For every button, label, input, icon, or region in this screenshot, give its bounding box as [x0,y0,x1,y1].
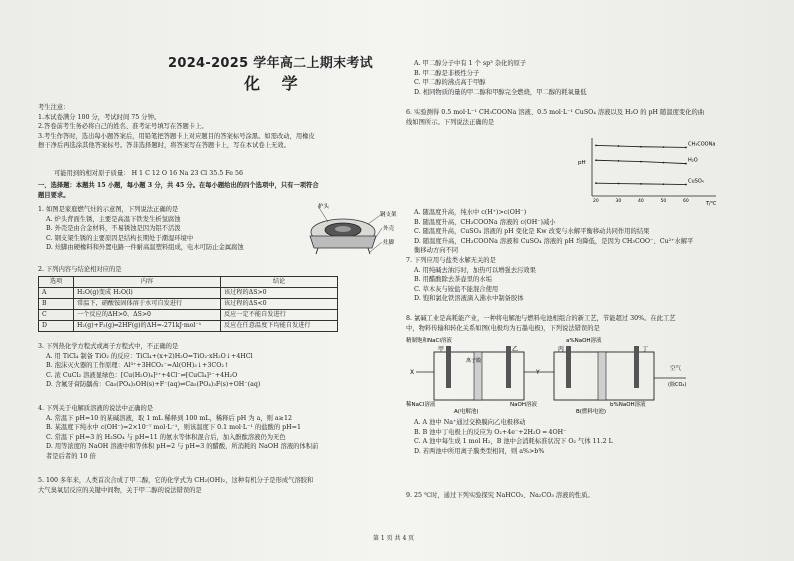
option-d: D. 若两池中所用离子膜类型相同，则 a%>b% [414,447,545,455]
table-header: 选项 [39,277,74,288]
question-stem: 1. 如图是家庭燃气灶的示意图，下列说法正确的是 [38,206,179,213]
x-axis-label: T/℃ [706,201,717,207]
x-tick-label: 50 [660,199,667,204]
label-saturated-nacl: 精制饱和NaCl溶液 [406,338,452,344]
series-point [618,183,620,185]
series-label: CH₃COONa [688,141,716,148]
label-burner: 炉头 [318,204,330,210]
label-membrane: 离子膜 [466,358,482,364]
note-item: 1.本试卷满分 100 分，考试时间 75 分钟。 [38,113,161,121]
label-cell-b: B(燃料电池) [576,409,607,414]
table-cell: 一个反应的ΔH>0、ΔS>0 [74,310,221,321]
question-stem: 3. 下列热化学方程式或离子方程式中，不正确的是 [38,343,179,350]
question-stem-cont: 线如图所示。下列说法正确的是 [406,118,495,126]
table-row [39,288,338,299]
series-point [595,182,597,184]
option-a: A. 甲二醇分子中有 1 个 sp³ 杂化的原子 [414,60,527,67]
electrode-yi [506,346,511,388]
option-d-cont: 者是后者的 10 倍 [46,452,96,460]
table-row [39,310,338,321]
label-foot: 灶脚 [383,240,395,246]
label-air: 空气 [670,366,682,372]
table-cell: 该过程的ΔS>0 [221,288,338,299]
label-shell: 外壳 [383,226,395,232]
table-cell: H₂(g)+F₂(g)═2HF(g)的ΔH=-271kJ·mol⁻¹ [74,321,221,332]
table-cell: D [39,321,74,332]
question-4 [38,404,318,462]
y-axis-label: pH [578,160,586,166]
table-header-row [39,277,338,288]
question-7 [406,256,536,304]
option-b: B. 甲二醇是非极性分子 [414,69,480,77]
label-naoh: NaOH溶液 [510,402,537,408]
table-header: 结论 [221,277,338,288]
series-label: H₂O [688,157,698,164]
option-d: D. 饱和氯化铁溶液滴入沸水中制备胶体 [414,295,524,303]
note-item: 擦干净后再选涂其他答案标号。答非选择题时，将答案写在答题卡上，写在本试卷上无效。 [38,142,290,150]
q6-options [406,208,693,256]
section-heading [38,181,319,200]
electrode-jia [446,346,451,388]
table-cell: B [39,299,74,310]
table-row [39,321,338,332]
question-stem: 6. 实验测得 0.5 mol·L⁻¹ CH₃COONa 溶液、0.5 mol·L⁻¹ CuSO₄ 溶液以及 H₂O 的 pH 随温度变化的曲 [406,109,705,116]
label-a-naoh: a%NaOH溶液 [566,338,602,344]
label-b-naoh: b%NaOH溶液 [610,402,646,408]
option-b: B. 随温度升高，CH₃COONa 溶液的 c(OH⁻)减小 [414,218,556,226]
option-c: C. 常温下 pH=3 的 H₂SO₄ 与 pH=11 的氨水等体积混合后，加入酚酞溶液仍为无色 [46,433,286,441]
option-b: B. 用醋酸除去茶壶里的水垢 [414,276,492,284]
x-tick-label: 30 [615,199,622,204]
question-8 [406,314,676,333]
x-tick-label: 40 [638,199,644,204]
series-point [595,145,597,147]
label-jia: 甲 [438,346,445,353]
ph-temperature-chart [576,134,726,208]
question-stem: 4. 下列关于电解质溶液的说法中正确的是 [38,405,154,412]
section-line: 一、选择题：本题共 15 小题，每小题 3 分，共 45 分。在每小题给出的四个选项中，只有一项符合 [38,182,319,189]
option-a: A. 炉头背面生锈，主要是高温下铁发生析氢腐蚀 [46,215,181,223]
electrolysis-fuel-cell-figure [406,334,726,414]
electrode-bing [566,346,571,388]
label-x: X [410,369,415,376]
option-d: D. 相同物质的量的甲二醇和甲醇完全燃烧，甲二醇的耗氧量低 [414,88,587,96]
option-a: A. 用纯碱去油污时，加热可以增强去污效果 [414,266,536,274]
label-y: Y [536,369,540,376]
option-d: D. 用等浓度的 NaOH 溶液中和等体积 pH=2 与 pH=3 的醋酸，所消耗的 NaOH 溶液的体积前 [46,443,319,451]
table-cell: 常温下，硝酸铵固体溶于水可自发进行 [74,299,221,310]
question-5 [38,476,313,495]
q5-options [406,59,587,97]
option-d: D. 灶脚由硬橡料和外置电路一件耐高温塑料组成，电木可防止金属腐蚀 [46,244,244,252]
question-6 [406,108,704,127]
label-bing: 丙 [558,346,565,353]
option-d-cont: 衡移动方向不同 [414,247,459,255]
option-c: C. A 池中每生成 1 mol H₂，B 池中会消耗标准状况下 O₂ 气体 11.2 L [414,438,613,446]
option-c: C. 随温度升高，CuSO₄ 溶液的 pH 变化是 Kw 改变与水解平衡移动共同作用的结果 [414,228,650,236]
label-yi: 乙 [512,346,519,353]
notes-heading: 考生注意： [38,104,70,111]
series-point [685,147,687,149]
series-point [618,160,620,162]
option-b: B. B 池中丁电极上的反应为 O₂+4e⁻+2H₂O ═ 4OH⁻ [414,428,567,436]
label-cell-a: A(电解池) [454,409,479,414]
option-a: A. 随温度升高，纯水中 c(H⁺)>c(OH⁻) [414,209,527,216]
question-stem-cont: 中，物料传输和转化关系如图(电极均为石墨电极)，下列说法错误的是 [406,324,600,332]
series-point [663,146,665,148]
page-footer: 第 1 页 共 4 页 [373,535,415,542]
gas-stove-figure [288,200,400,258]
option-c: C. 草木灰与铵盐不能混合使用 [414,285,499,293]
table-cell: 反应一定不能自发进行 [221,310,338,321]
table-row [39,299,338,310]
option-c: C. 浓 CuCl₂ 溶液显绿色：[Cu(H₂O)₄]²⁺+4Cl⁻⇌[CuCl₄]²⁻+4H₂O [46,371,238,379]
question-stem: 5. 100 多年来，人类首次合成了甲二醇，它的化学式为 CH₂(OH)₂，这种有机分子是形成气溶胶和 [38,477,314,484]
series-point [663,183,665,185]
question-stem: 8. 氯碱工业是高耗能产业，一种将电解池与燃料电池相组合的新工艺，节能超过 30%。在此工艺 [406,315,676,322]
table-cell: 该过程的ΔS<0 [221,299,338,310]
question-stem: 7. 下列应用与盐类水解无关的是 [406,257,496,264]
option-d: D. 随温度升高，CH₃COONa 溶液和 CuSO₄ 溶液的 pH 均降低，是因为 CH₃COO⁻、Cu²⁺水解平 [414,237,694,245]
table-cell: 反应在任意温度下均能自发进行 [221,321,338,332]
question-3 [38,342,260,390]
series-point [685,184,687,186]
option-a: A. A 池中 Na⁺通过交换膜向乙电极移动 [414,419,526,426]
question-1 [38,205,244,253]
question-9: 9. 25 ℃时，通过下列实验探究 NaHCO₃、Na₂CO₃ 溶液的性质。 [406,492,594,499]
chart-series [593,141,715,204]
series-point [640,146,642,148]
option-b: B. 某温度下纯水中 c(OH⁻)=2×10⁻⁷ mol·L⁻¹，则该温度下 0.1 mol·L⁻¹ 的盐酸的 pH=1 [46,424,301,432]
exam-title: 2024-2025 学年高二上期末考试 [168,56,373,71]
section-line: 题目要求。 [38,191,70,199]
option-c: C. 甲二醇的沸点高于甲醇 [414,79,486,87]
series-point [640,161,642,163]
table-header: 内容 [74,277,221,288]
question-stem-cont: 大气臭氧层反应的关键中间物，关于甲二醇的说法错误的是 [38,486,202,494]
series-point [685,163,687,165]
series-label: CuSO₄ [688,178,704,185]
electrode-ding [634,346,639,388]
option-c: C. 钢支架生锈的主要原因是结构长期处于潮湿环境中 [46,234,194,242]
q2-table [38,276,338,332]
series-point [640,183,642,185]
option-b: B. 泡沫灭火器的工作原理：Al³⁺+3HCO₃⁻=Al(OH)₃↓+3CO₂↑ [46,362,230,370]
x-tick-label: 20 [593,199,599,204]
label-air-note: (除CO₂) [668,382,687,388]
q8-options [406,418,613,456]
option-d: D. 含氟牙膏防龋齿：Ca₅(PO₄)₃OH(s)+F⁻(aq)⇌Ca₅(PO₄)₃F(s)+OH⁻(aq) [46,381,261,389]
series-point [595,159,597,161]
exam-subject: 化 学 [244,74,306,93]
question-2-stem: 2. 下列内容与结论相对应的是 [38,266,122,273]
table-cell: A [39,288,74,299]
atomic-masses: 可能用到的相对原子质量： H 1 C 12 O 16 Na 23 Cl 35.5 Fe 56 [54,170,243,177]
table-cell: H₂O(g)变成 H₂O(l) [74,288,221,299]
series-point [618,145,620,147]
label-ding: 丁 [642,346,649,353]
note-item: 3.考生作答时，选出每小题答案后，用铅笔把答题卡上对应题目的答案标号涂黑。如需改动，用橡皮 [38,132,315,140]
table-cell: C [39,310,74,321]
x-tick-label: 60 [683,199,689,204]
series-point [663,162,665,164]
label-dilute-nacl: 稀NaCl溶液 [406,402,436,408]
option-a: A. 用 TiCl₄ 制备 TiO₂ 的反应：TiCl₄+(x+2)H₂O=TiO₂·xH₂O↓+4HCl [46,352,253,360]
option-a: A. 常温下 pH=10 的某碱溶液，取 1 mL 稀释到 100 mL，稀释后 pH 为 a，则 a≥12 [46,414,292,422]
label-bracket: 钢支架 [380,212,397,218]
notes [38,103,315,151]
membrane-b [598,352,606,400]
option-b: B. 外壳是由合金材料，不易锈蚀是因为铝不活泼 [46,225,181,233]
note-item: 2.答卷前考生务必将自己的姓名、准考证号填写在答题卡上。 [38,123,208,131]
